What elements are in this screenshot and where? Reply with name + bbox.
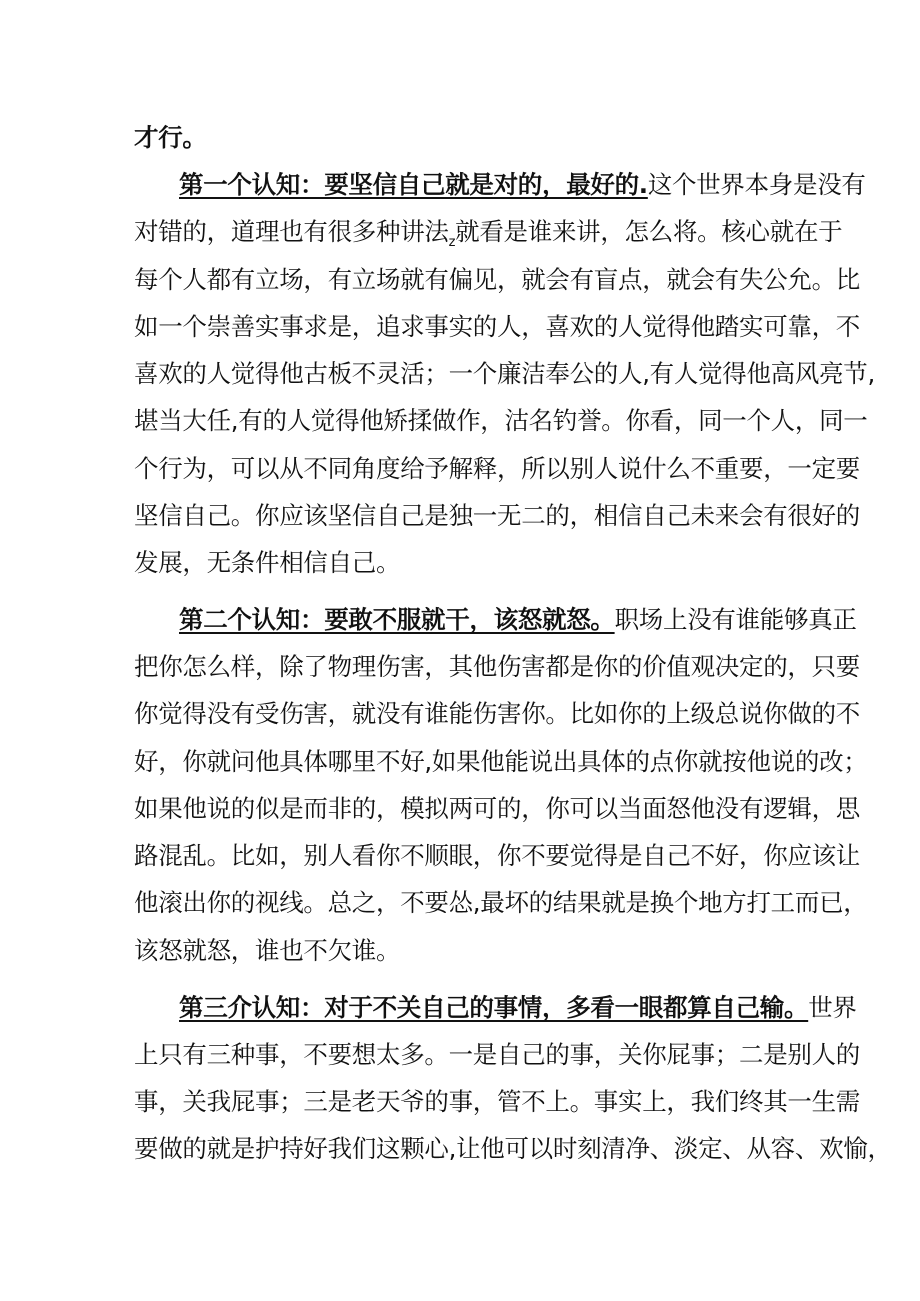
paragraph-2-first-line [179,602,857,638]
text-line: 堪当大任,有的人觉得他矫揉做作，沽名钓誉。你看，同一个人，同一 [134,406,868,435]
text-line: 该怒就怒，谁也不欠谁。 [134,936,401,965]
text-run: 世界 [808,993,857,1022]
text-line: 如果他说的似是而非的，模拟两可的，你可以当面怒他没有逻辑，思 [134,794,860,823]
text-line: 你觉得没有受伤害，就没有谁能伤害你。比如你的上级总说你做的不 [134,699,860,728]
text-line: 个行为，可以从不同角度给予解释，所以别人说什么不重要，一定要 [134,454,860,483]
text-run: 这个世界本身是没有 [647,170,866,199]
text-line: 路混乱。比如，别人看你不顺眼，你不要觉得是自己不好，你应该让 [134,841,860,870]
section-heading-3: 第三介认知：对于不关自己的事情，多看一眼都算自己输。 [179,993,809,1022]
section-heading-2: 第二个认知：要敢不服就干，该怒就怒。 [179,605,615,634]
text-line [134,214,843,261]
text-line: 如一个崇善实事求是，追求事实的人，喜欢的人觉得他踏实可靠，不 [134,312,860,341]
subscript-mark: z [448,235,456,250]
text-line: 上只有三种事，不要想太多。一是自己的事，关你屁事；二是别人的 [134,1040,860,1069]
text-run: 就看是谁来讲，怎么将。核心就在于 [455,217,843,246]
text-line: 喜欢的人觉得他古板不灵活；一个廉洁奉公的人,有人觉得他高风亮节, [134,359,875,388]
text-line: 要做的就是护持好我们这颗心,让他可以时刻清净、淡定、从容、欢愉， [134,1134,892,1163]
section-heading-1: 第一个认知：要坚信自己就是对的，最好的. [179,170,648,199]
text-line [134,120,794,156]
text-line: 把你怎么样，除了物理伤害，其他伤害都是你的价值观决定的，只要 [134,652,860,681]
paragraph-fragment: 才行。 [134,123,207,152]
text-line: 他滚出你的视线。总之，不要怂,最坏的结果就是换个地方打工而已， [134,888,868,917]
text-line: 好，你就问他具体哪里不好,如果他能说出具体的点你就按他说的改； [134,747,868,776]
paragraph-3-first-line [179,990,857,1026]
paragraph-1-first-line [179,167,866,203]
text-run: 对错的，道理也有很多种讲法 [134,217,449,246]
text-line: 发展，无条件相信自己。 [134,548,401,577]
text-line: 每个人都有立场，有立场就有偏见，就会有盲点，就会有失公允。比 [134,265,860,294]
text-run: 职场上没有谁能够真正 [614,605,857,634]
text-line: 事，关我屁事；三是老天爷的事，管不上。事实上，我们终其一生需 [134,1087,860,1116]
text-line: 坚信自己。你应该坚信自己是独一无二的，相信自己未来会有很好的 [134,501,860,530]
